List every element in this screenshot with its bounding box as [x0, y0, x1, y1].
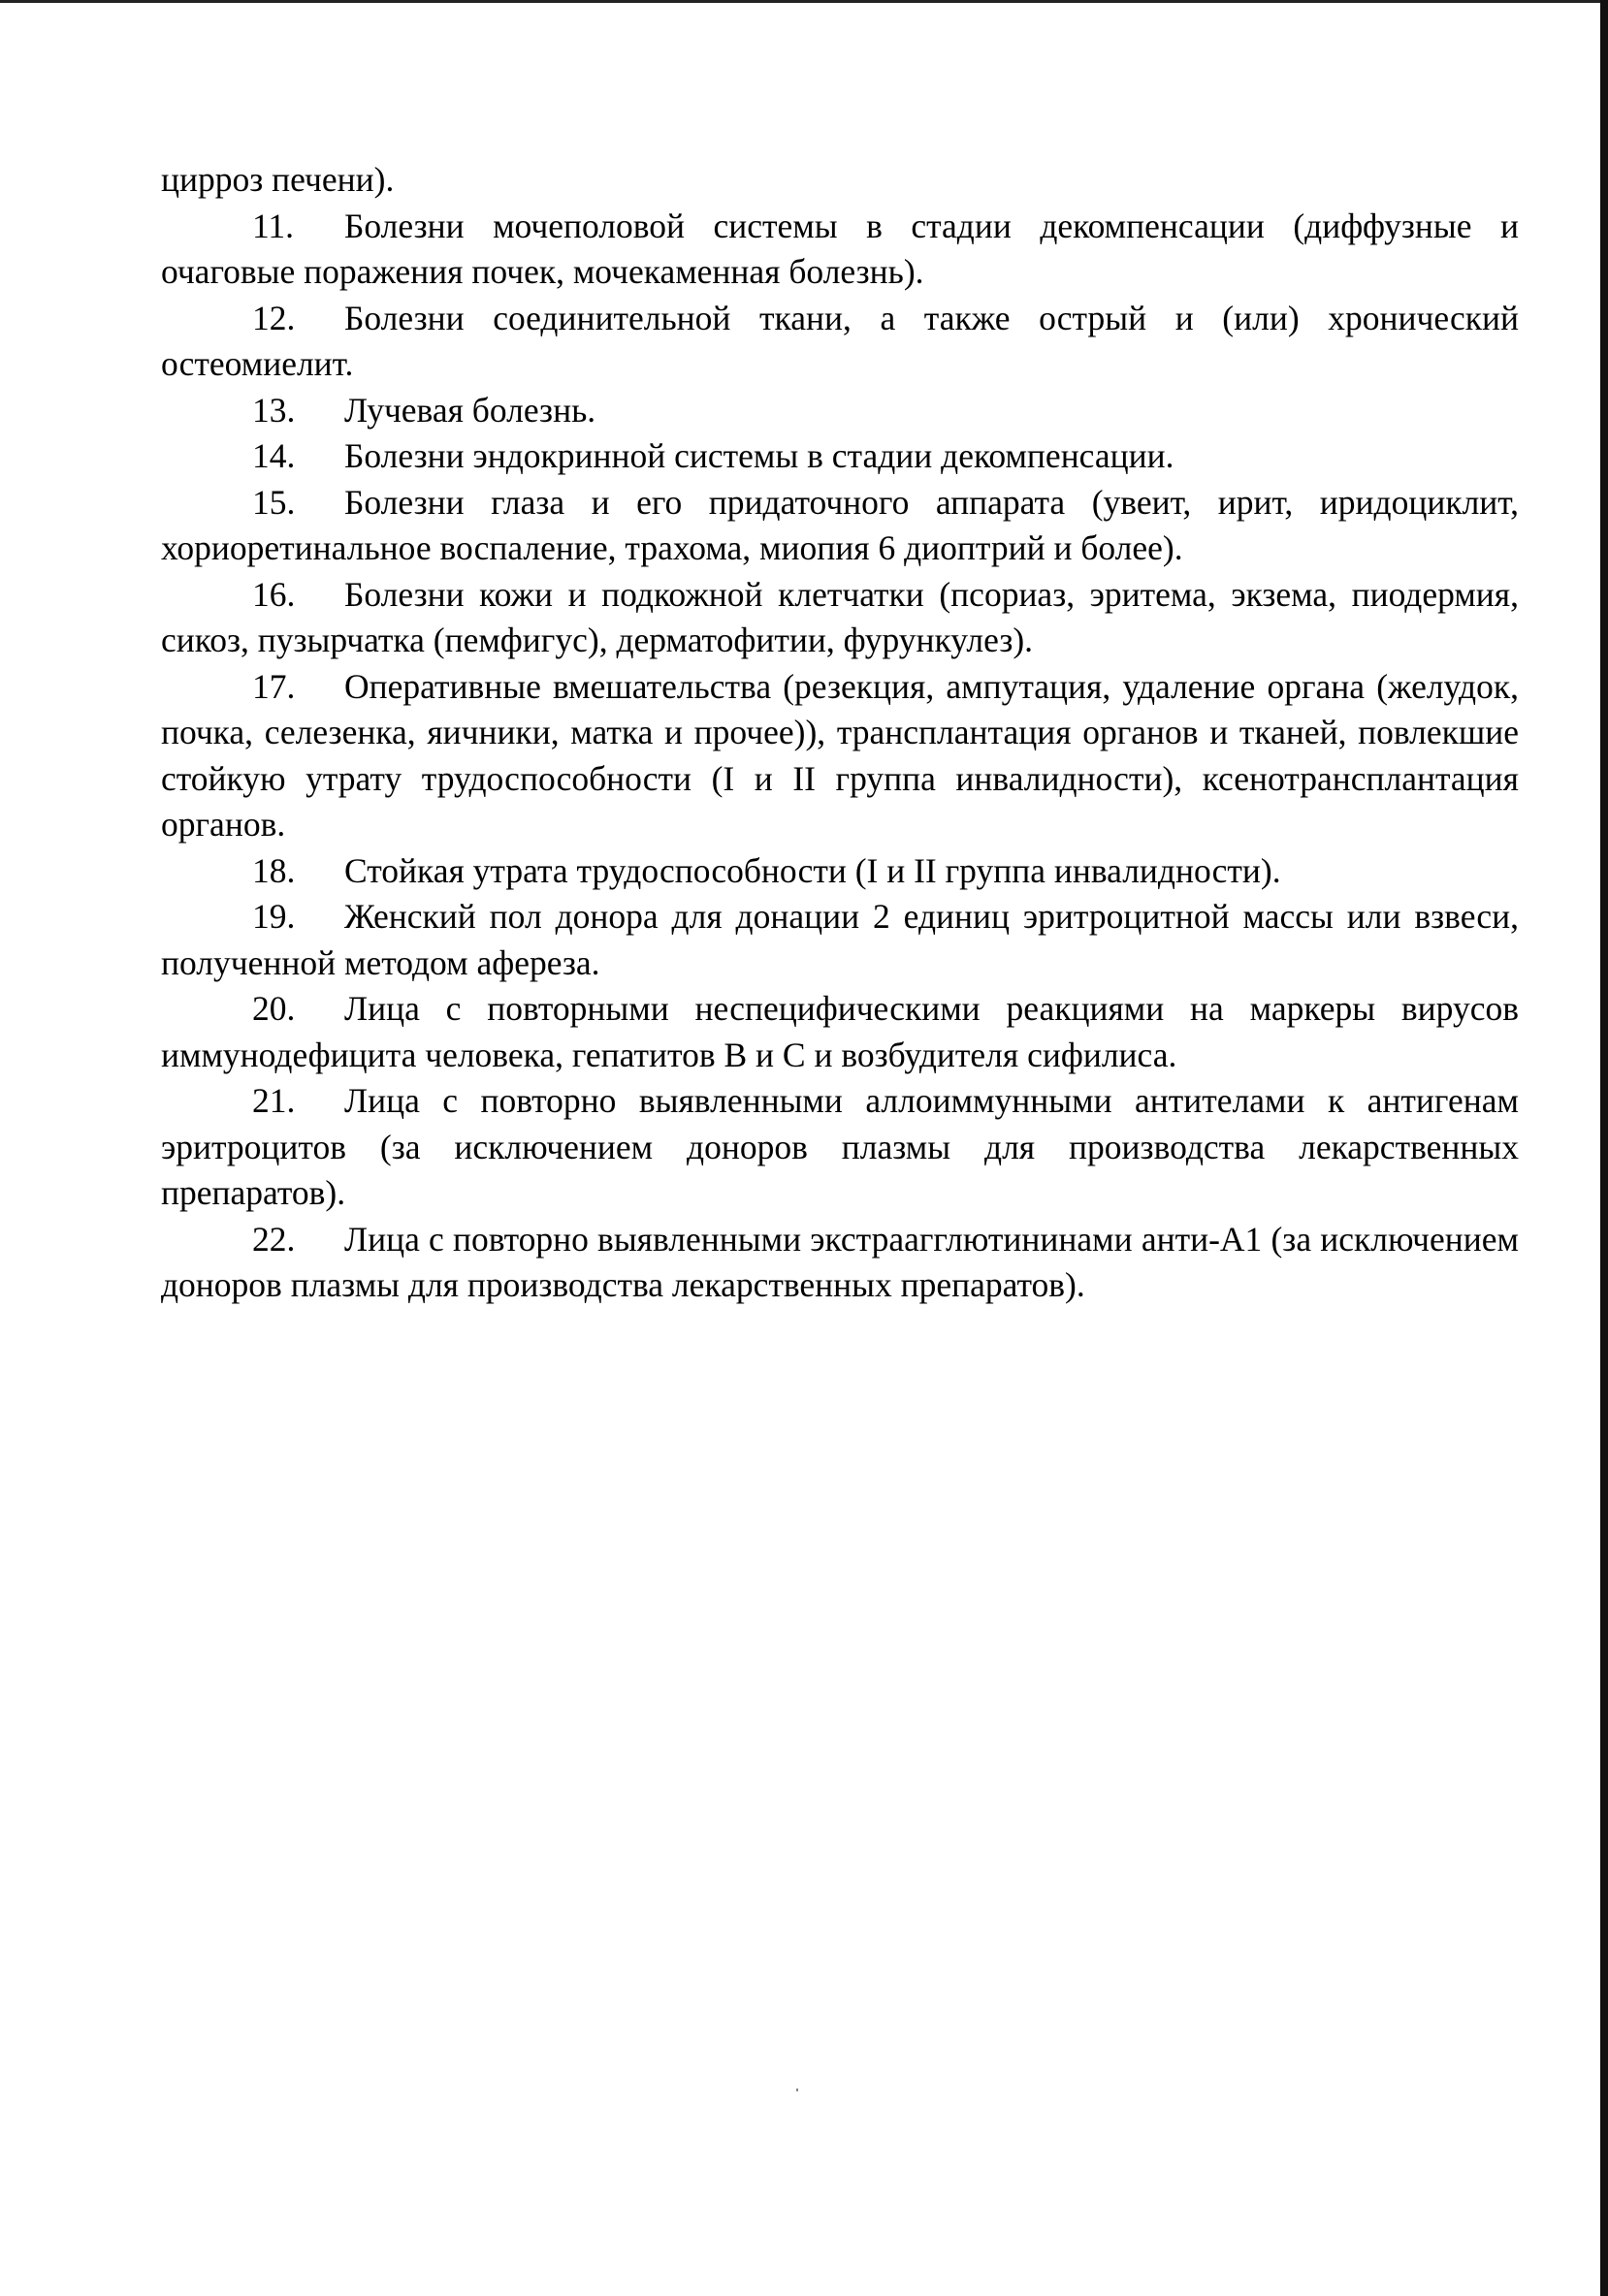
- item-number: 20.: [252, 989, 296, 1028]
- item-text: Болезни мочеполовой системы в стадии декомпенсации (диффузные и очаговые поражения почек, мочекаменная болезнь).: [161, 206, 1519, 291]
- list-item: [161, 388, 1519, 434]
- item-text: Лица с повторно выявленными аллоиммунными антителами к антигенам эритроцитов (за исключением доноров плазмы для производства лекарственных препаратов).: [161, 1081, 1519, 1212]
- item-text: Стойкая утрата трудоспособности (I и II группа инвалидности).: [344, 850, 1281, 890]
- item-number: 17.: [252, 666, 296, 706]
- list-item: [161, 1078, 1519, 1217]
- scan-edge-top: [0, 0, 1608, 3]
- continuation-line: цирроз печени).: [161, 160, 395, 199]
- list-item: [161, 296, 1519, 388]
- list-item: [161, 433, 1519, 480]
- item-number: 21.: [252, 1081, 296, 1120]
- item-number: 11.: [252, 206, 295, 245]
- list-item: [161, 204, 1519, 296]
- item-number: 12.: [252, 298, 296, 337]
- item-text: Женский пол донора для донации 2 единиц эритроцитной массы или взвеси, полученной методом афереза.: [161, 897, 1519, 982]
- document-body: [161, 157, 1519, 1309]
- scan-edge-right: [1600, 0, 1608, 2296]
- scan-speck: [796, 2089, 798, 2091]
- item-text: Лица с повторными неспецифическими реакциями на маркеры вирусов иммунодефицита человека, гепатитов B и C и возбудителя сифилиса.: [161, 989, 1519, 1074]
- item-number: 16.: [252, 574, 296, 614]
- item-number: 15.: [252, 482, 296, 522]
- item-text: Болезни соединительной ткани, а также острый и (или) хронический остеомиелит.: [161, 298, 1519, 383]
- item-text: Лучевая болезнь.: [344, 390, 596, 430]
- list-item: [161, 848, 1519, 895]
- item-number: 19.: [252, 897, 296, 936]
- list-item: [161, 1217, 1519, 1309]
- item-number: 14.: [252, 436, 296, 475]
- item-number: 18.: [252, 850, 296, 890]
- list-item: [161, 986, 1519, 1078]
- list-item: [161, 664, 1519, 848]
- list-item: [161, 894, 1519, 986]
- item-text: Оперативные вмешательства (резекция, ампутация, удаление органа (желудок, почка, селезенка, яичники, матка и прочее)), трансплантация органов и тканей, повлекшие стойкую утрату трудоспособности (I и II группа инвалидности), ксенотрансплантация органов.: [161, 666, 1519, 844]
- item-text: Лица с повторно выявленными экстраагглютининами анти-A1 (за исключением доноров плазмы для производства лекарственных препаратов).: [161, 1219, 1519, 1304]
- list-item: [161, 480, 1519, 572]
- list-item: [161, 572, 1519, 664]
- item-text: Болезни эндокринной системы в стадии декомпенсации.: [344, 436, 1174, 475]
- item-number: 22.: [252, 1219, 296, 1259]
- item-text: Болезни кожи и подкожной клетчатки (псориаз, эритема, экзема, пиодермия, сикоз, пузырчатка (пемфигус), дерматофитии, фурункулез).: [161, 574, 1519, 659]
- item-number: 13.: [252, 390, 296, 430]
- item-text: Болезни глаза и его придаточного аппарата (увеит, ирит, иридоциклит, хориоретинальное воспаление, трахома, миопия 6 диоптрий и более).: [161, 482, 1519, 567]
